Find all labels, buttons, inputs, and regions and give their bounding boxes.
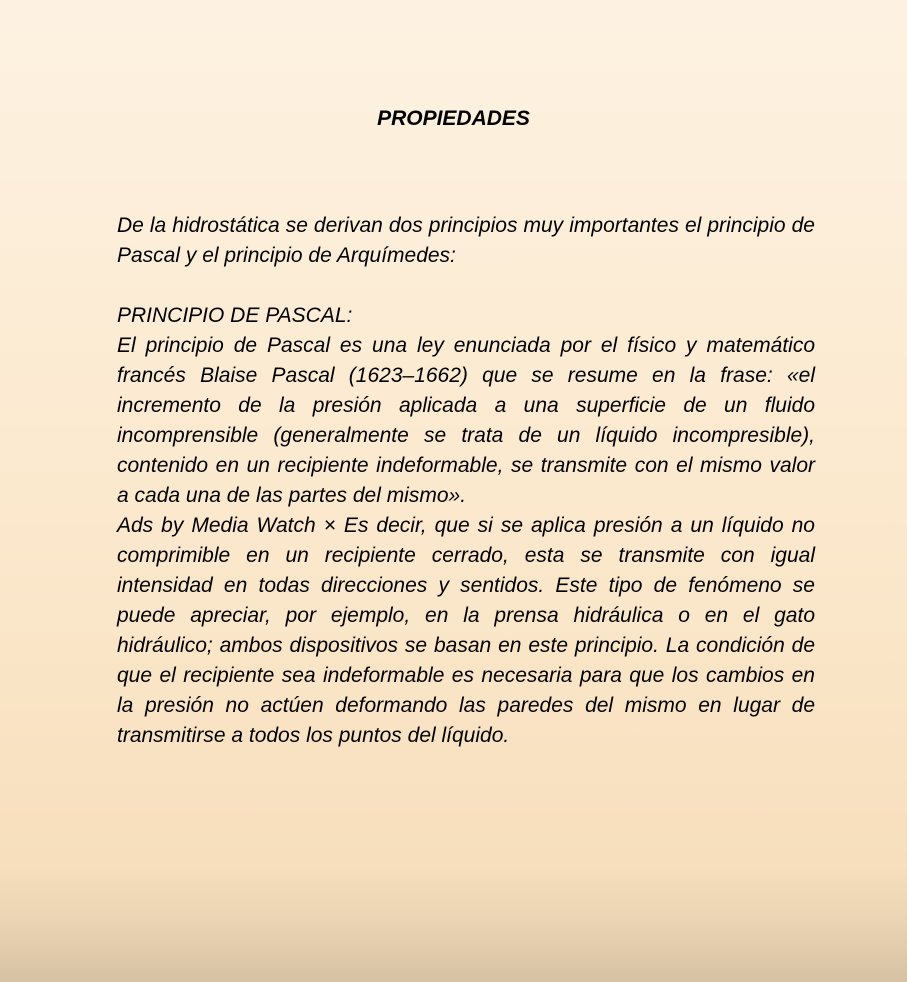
pascal-definition-paragraph: El principio de Pascal es una ley enunciada por el físico y matemático francés Blaise Pascal (1623–1662) que se resume en la frase: «el incremento de la presión aplicada a una superficie de un fluido incomprensible (generalmente se trata de un líquido incompresible), contenido en un recipiente indeformable, se transmite con el mismo valor a cada una de las partes del mismo».	[117, 334, 815, 507]
body-text	[117, 211, 815, 751]
intro-paragraph: De la hidrostática se derivan dos principios muy importantes el principio de Pascal y el principio de Arquímedes:	[117, 214, 815, 267]
section-heading: PRINCIPIO DE PASCAL:	[117, 304, 353, 327]
pascal-explanation-paragraph: Ads by Media Watch × Es decir, que si se aplica presión a un líquido no comprimible en un recipiente cerrado, esta se transmite con igual intensidad en todas direcciones y sentidos. Este tipo de fenómeno se puede apreciar, por ejemplo, en la prensa hidráulica o en el gato hidráulico; ambos dispositivos se basan en este principio. La condición de que el recipiente sea indeformable es necesaria para que los cambios en la presión no actúen deformando las paredes del mismo en lugar de transmitirse a todos los puntos del líquido.	[117, 514, 815, 747]
page-title: PROPIEDADES	[377, 107, 530, 130]
